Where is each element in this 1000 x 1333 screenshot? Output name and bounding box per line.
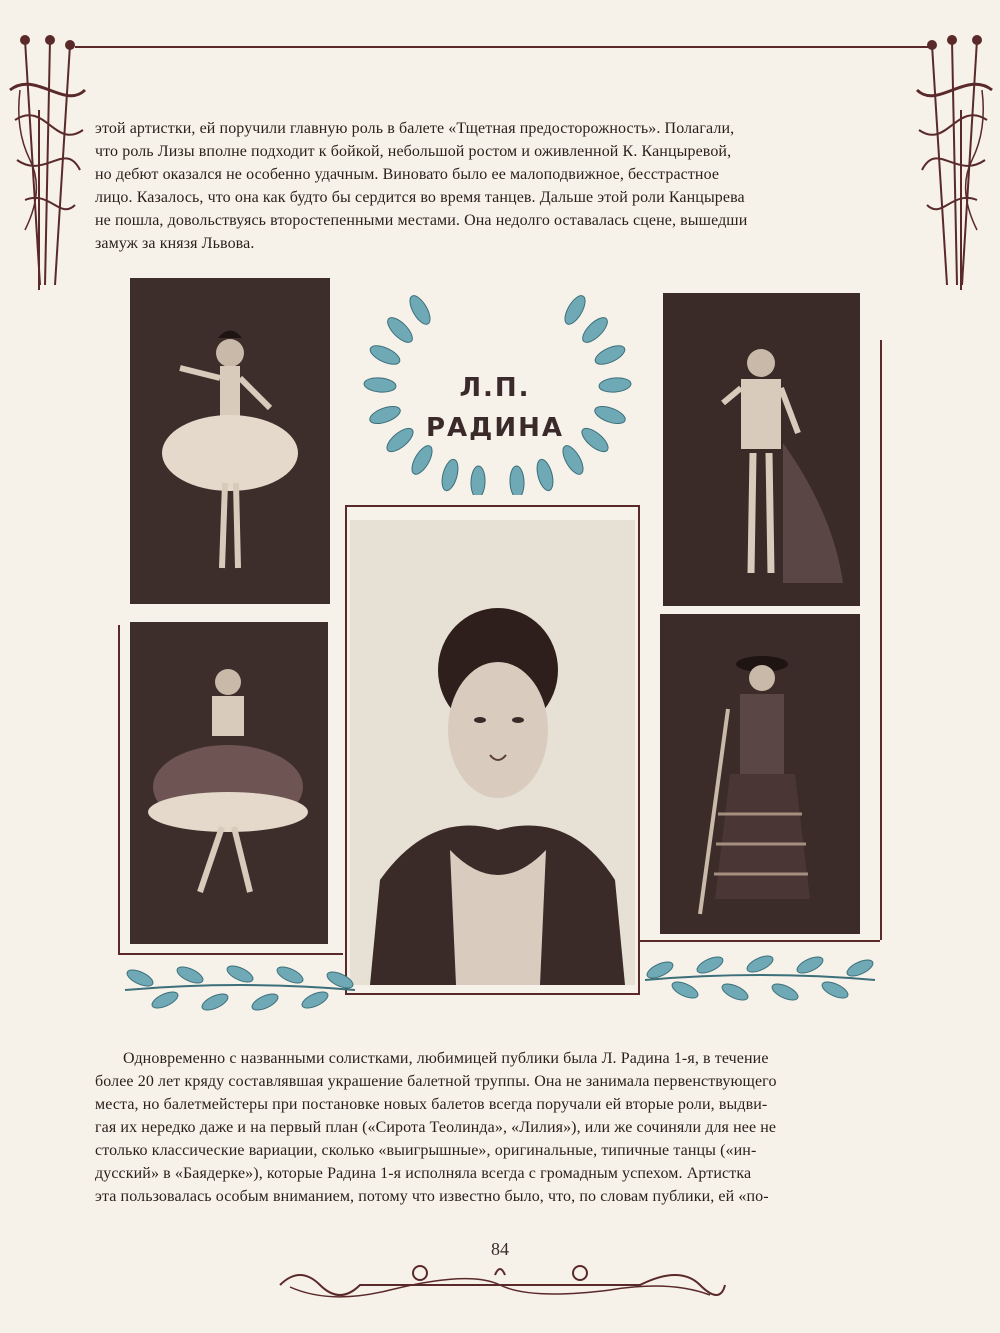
laurel-branch-icon <box>120 950 360 1025</box>
text-line: места, но балетмейстеры при постановке новых балетов всегда поручали ей вторые роли, выдви- <box>95 1096 768 1113</box>
text-line: столько классические вариации, сколько «выигрышные», оригинальные, типичные танцы («ин- <box>95 1142 757 1159</box>
wreath-title: Л.П. РАДИНА <box>426 373 564 443</box>
text-line: гая их нередко даже и на первый план («Сирота Теолинда», «Лилия»), или же сочиняли для нее не <box>95 1119 777 1136</box>
corner-ornament-icon <box>5 30 90 290</box>
text-line: дусский» в «Баядерке»), которые Радина 1-я исполняла всегда с громадным успехом. Артистка <box>95 1165 752 1182</box>
photo-frame-line <box>118 625 120 955</box>
photo-dancer-skirt <box>130 622 328 944</box>
laurel-branch-icon <box>640 940 880 1015</box>
corner-ornament-icon <box>912 30 997 290</box>
text-line: но дебют оказался не особенно удачным. Виновато было ее малоподвижное, бесстрастное <box>95 166 720 183</box>
text-line: Одновременно с названными солистками, любимицей публики была Л. Радина 1-я, в течение <box>123 1050 769 1067</box>
text-line: этой артистки, ей поручили главную роль в балете «Тщетная предосторожность». Полагали, <box>95 120 735 137</box>
scroll-ribbon-icon <box>270 1255 730 1315</box>
page-number: 84 <box>491 1239 509 1259</box>
text-line: замуж за князя Львова. <box>95 235 255 252</box>
text-line: лицо. Казалось, что она как будто бы сердится во время танцев. Дальше этой роли Канцырева <box>95 189 745 206</box>
frame-top-line <box>75 46 935 48</box>
photo-dancer-costume <box>663 293 860 606</box>
bottom-paragraph <box>95 1047 910 1208</box>
top-paragraph <box>95 117 910 255</box>
text-line: что роль Лизы вполне подходит к бойкой, небольшой ростом и оживленной К. Канцыревой, <box>95 143 732 160</box>
photo-frame-line <box>880 340 882 940</box>
photo-dancer-staff <box>660 614 860 934</box>
photo-portrait <box>350 520 635 985</box>
text-line: более 20 лет кряду составлявшая украшение балетной труппы. Она не занимала первенствующего <box>95 1073 777 1090</box>
text-line: эта пользовалась особым вниманием, потому что известно было, что, по словам публики, ей «по- <box>95 1188 769 1205</box>
photo-dancer-tutu <box>130 278 330 604</box>
text-line: не пошла, довольствуясь второстепенными местами. Она недолго оставалась сцене, вышедши <box>95 212 748 229</box>
